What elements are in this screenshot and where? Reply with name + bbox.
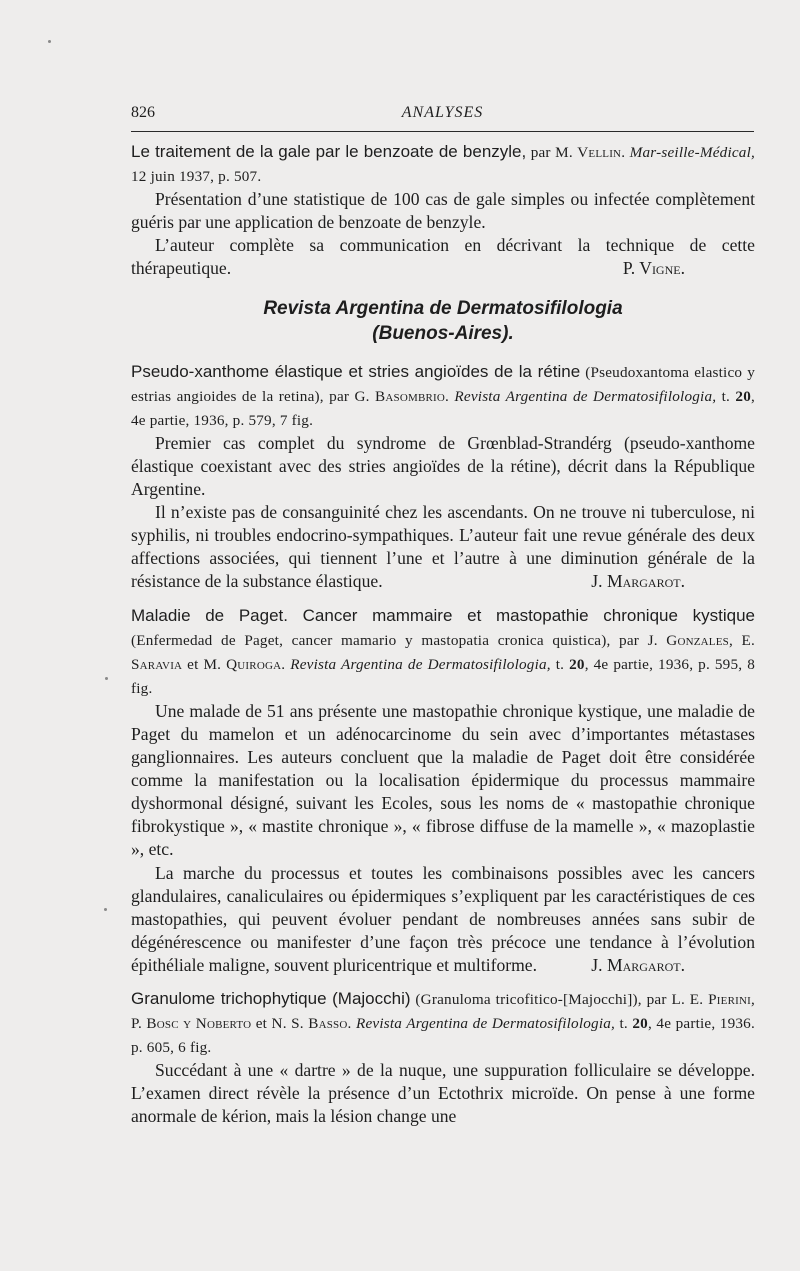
ref-author: Basso <box>308 1015 348 1033</box>
paragraph-text: L’auteur complète sa communication en décrivant la technique de cette thérapeutique. <box>131 235 755 279</box>
entry-title: Le traitement de la gale par le benzoate de benzyle, <box>131 142 527 161</box>
ref-author: Vellin <box>577 144 622 161</box>
ref-text: . <box>281 655 291 673</box>
ref-volume: 20 <box>735 387 752 405</box>
ref-text: , 4e partie, 1936, p. 579, 7 fig. <box>131 387 756 429</box>
ref-text: (Pseudoxantoma elastico y estrias angioides de la retina), par G. <box>131 363 755 405</box>
paragraph-text: Il n’existe pas de consanguinité chez les ascendants. On ne trouve ni tuberculose, ni syphilis, ni troubles endocrino-sympathiques. L’auteur fait une revue générale des deux affections associées, qui tiennent l’une et l’autre à une diminution générale de la résistance de la substance élastique. <box>131 502 755 592</box>
page-header <box>131 100 754 126</box>
ref-text: par M. <box>526 144 578 161</box>
scan-speck <box>104 908 107 911</box>
ref-text: . <box>445 387 455 405</box>
scan-speck <box>105 677 108 680</box>
scan-speck <box>48 40 51 43</box>
ref-journal: Revista Argentina de Dermatosifilologia, <box>355 1015 616 1033</box>
paragraph: Premier cas complet du syndrome de Grœnblad-Strandérg (pseudo-xanthome élastique coexistant avec des stries angioïdes de la rétine), décrit dans la République Argentine. <box>131 432 755 500</box>
entry-heading <box>131 360 755 432</box>
entry-heading <box>131 140 755 188</box>
ref-author: Quiroga <box>226 655 282 673</box>
ref-text: et N. S. <box>251 1015 309 1033</box>
abstract-entry-gale <box>131 140 755 281</box>
paragraph: Succédant à une « dartre » de la nuque, une suppuration folliculaire se développe. L’examen direct révèle la présence d’un Ectothrix microïde. On pense à une forme anormale de kérion, mais la lésion change une <box>131 1060 755 1127</box>
ref-journal: Revista Argentina de Dermatosifilologia, <box>290 655 551 673</box>
paragraph: Présentation d’une statistique de 100 cas de gale simples ou infectée complètement guéris par une application de benzoate de benzyle. <box>131 189 755 233</box>
spacer <box>131 977 755 987</box>
ref-volume: 20 <box>569 655 585 673</box>
ref-author: Pierini <box>708 991 751 1008</box>
header-rule <box>131 131 754 132</box>
ref-text: t. <box>615 1015 633 1033</box>
entry-title: Granulome trichophytique (Majocchi) <box>131 989 411 1008</box>
ref-text: 12 juin 1937, p. 507. <box>131 168 262 186</box>
ref-text: t. <box>550 655 570 673</box>
ref-text: , 4e partie, 1936, p. 595, 8 fig. <box>131 655 755 697</box>
ref-journal: Revista Argentina de Dermatosifilologia, <box>454 387 717 405</box>
entry-heading <box>131 987 755 1059</box>
abstract-entry-granulome <box>131 987 755 1129</box>
paragraph-text: La marche du processus et toutes les combinaisons possibles avec les cancers glandulaires, canaliculaires ou épidermiques s’expliquent par les caractéristiques de ces mastopathies, qui peuvent évoluer pendant de nombreuses années sans subir de dégénérescence ou manifester d’une façon très précoce une tendance à l’évolution épithéliale maligne, souvent pluricentrique et multiforme. <box>131 862 755 975</box>
running-title: ANALYSES <box>401 104 484 121</box>
ref-author: Gonzales, E. Saravia <box>131 631 755 673</box>
entry-title: Maladie de Paget. Cancer mammaire et mastopathie chronique kystique <box>131 605 755 625</box>
signature: J. Margarot. <box>591 571 685 592</box>
paragraph <box>131 862 755 977</box>
spacer <box>131 594 755 604</box>
article-body <box>131 140 755 1129</box>
paragraph: Une malade de 51 ans présente une mastopathie chronique kystique, une maladie de Paget du mamelon et un adénocarcinome du sein avec d’importantes métastases ganglionnaires. Les auteurs concluent que la maladie de Paget doit être considérée comme la manifestation ou la localisation épidermique du processus mammaire dyshormonal désigné, suivant les Ecoles, sous les noms de « mastopathie chronique fibrokystique », « mastite chronique », « fibrose diffuse de la mamelle », « mazoplastie », etc. <box>131 700 755 860</box>
ref-text: , P. <box>131 991 755 1033</box>
ref-text: . <box>347 1015 356 1033</box>
ref-text: . <box>621 144 630 161</box>
ref-text: et M. <box>182 655 227 673</box>
journal-heading <box>131 296 755 346</box>
ref-author: Bosc y Noberto <box>146 1015 252 1033</box>
ref-text: (Enfermedad de Paget, cancer mamario y mastopatia cronica quistica), par J. <box>131 631 667 649</box>
ref-journal: Mar-seille-Médical, <box>629 144 756 161</box>
page-number: 826 <box>131 104 155 121</box>
ref-text: t. <box>716 387 736 405</box>
paragraph <box>131 234 755 280</box>
abstract-entry-paget <box>131 604 755 978</box>
ref-text: , 4e partie, 1936. p. 605, 6 fig. <box>131 1015 755 1057</box>
signature: P. Vigne. <box>622 258 685 279</box>
ref-volume: 20 <box>632 1015 648 1033</box>
journal-name: Revista Argentina de Dermatosifilologia <box>263 297 623 319</box>
entry-title: Pseudo-xanthome élastique et stries angioïdes de la rétine <box>131 361 581 381</box>
ref-text: (Granuloma tricofitico-[Majocchi]), par L. E. <box>410 991 709 1008</box>
paragraph <box>131 501 755 593</box>
entry-heading <box>131 604 755 700</box>
ref-author: Basombrio <box>375 387 446 405</box>
journal-city: (Buenos-Aires). <box>372 322 514 344</box>
signature: J. Margarot. <box>591 954 685 975</box>
abstract-entry-pseudoxanthome <box>131 360 755 594</box>
